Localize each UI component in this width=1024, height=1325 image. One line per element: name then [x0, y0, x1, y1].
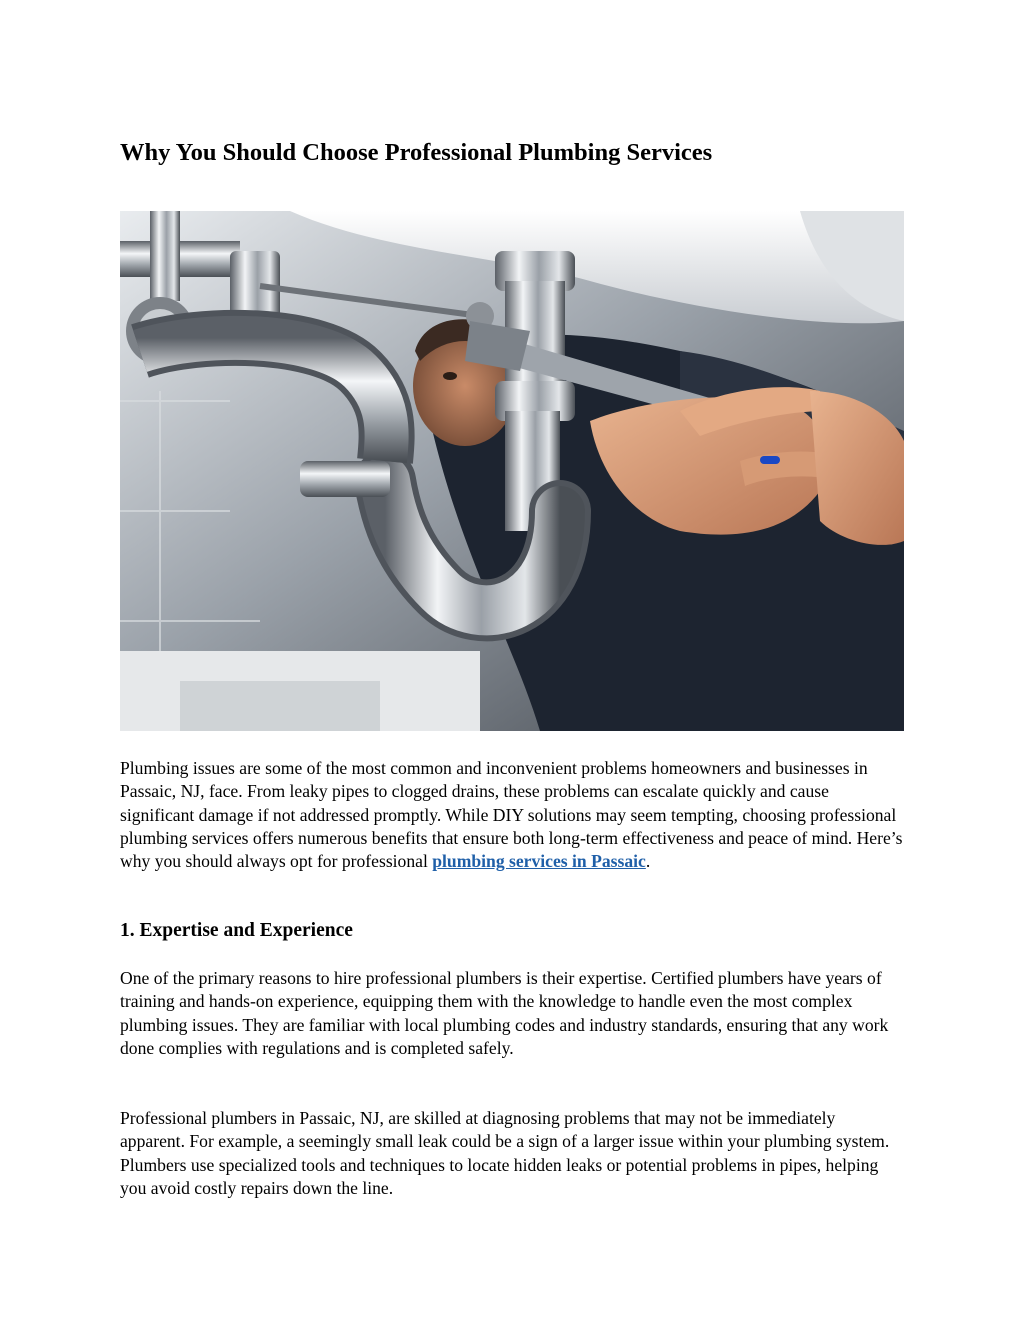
- intro-paragraph: [120, 757, 904, 873]
- plumbing-services-link[interactable]: plumbing services in Passaic: [432, 851, 646, 872]
- intro-text: Plumbing issues are some of the most common and inconvenient problems homeowners and businesses in Passaic, NJ, face. From leaky pipes to clogged drains, these problems can escalate quickly and cause significant damage if not addressed promptly. While DIY solutions may seem tempting, choosing professional plumbing services offers numerous benefits that ensure both long-term effectiveness and peace of mind. Here’s why you should always opt for professional: [120, 758, 903, 872]
- section-paragraph-2: Professional plumbers in Passaic, NJ, are skilled at diagnosing problems that may not be immediately apparent. For example, a seemingly small leak could be a sign of a larger issue within your plumbing system. Plumbers use specialized tools and techniques to locate hidden leaks or potential problems in pipes, helping you avoid costly repairs down the line.: [120, 1108, 890, 1198]
- plumber-photo: [120, 211, 904, 731]
- section-heading: 1. Expertise and Experience: [120, 920, 353, 941]
- section-paragraph-1: One of the primary reasons to hire professional plumbers is their expertise. Certified plumbers have years of training and hands-on experience, equipping them with the knowledge to handle even the most complex plumbing issues. They are familiar with local plumbing codes and industry standards, ensuring that any work done complies with regulations and is completed safely.: [120, 968, 889, 1058]
- intro-end: .: [645, 851, 651, 872]
- article-title: Why You Should Choose Professional Plumbing Services: [120, 139, 713, 166]
